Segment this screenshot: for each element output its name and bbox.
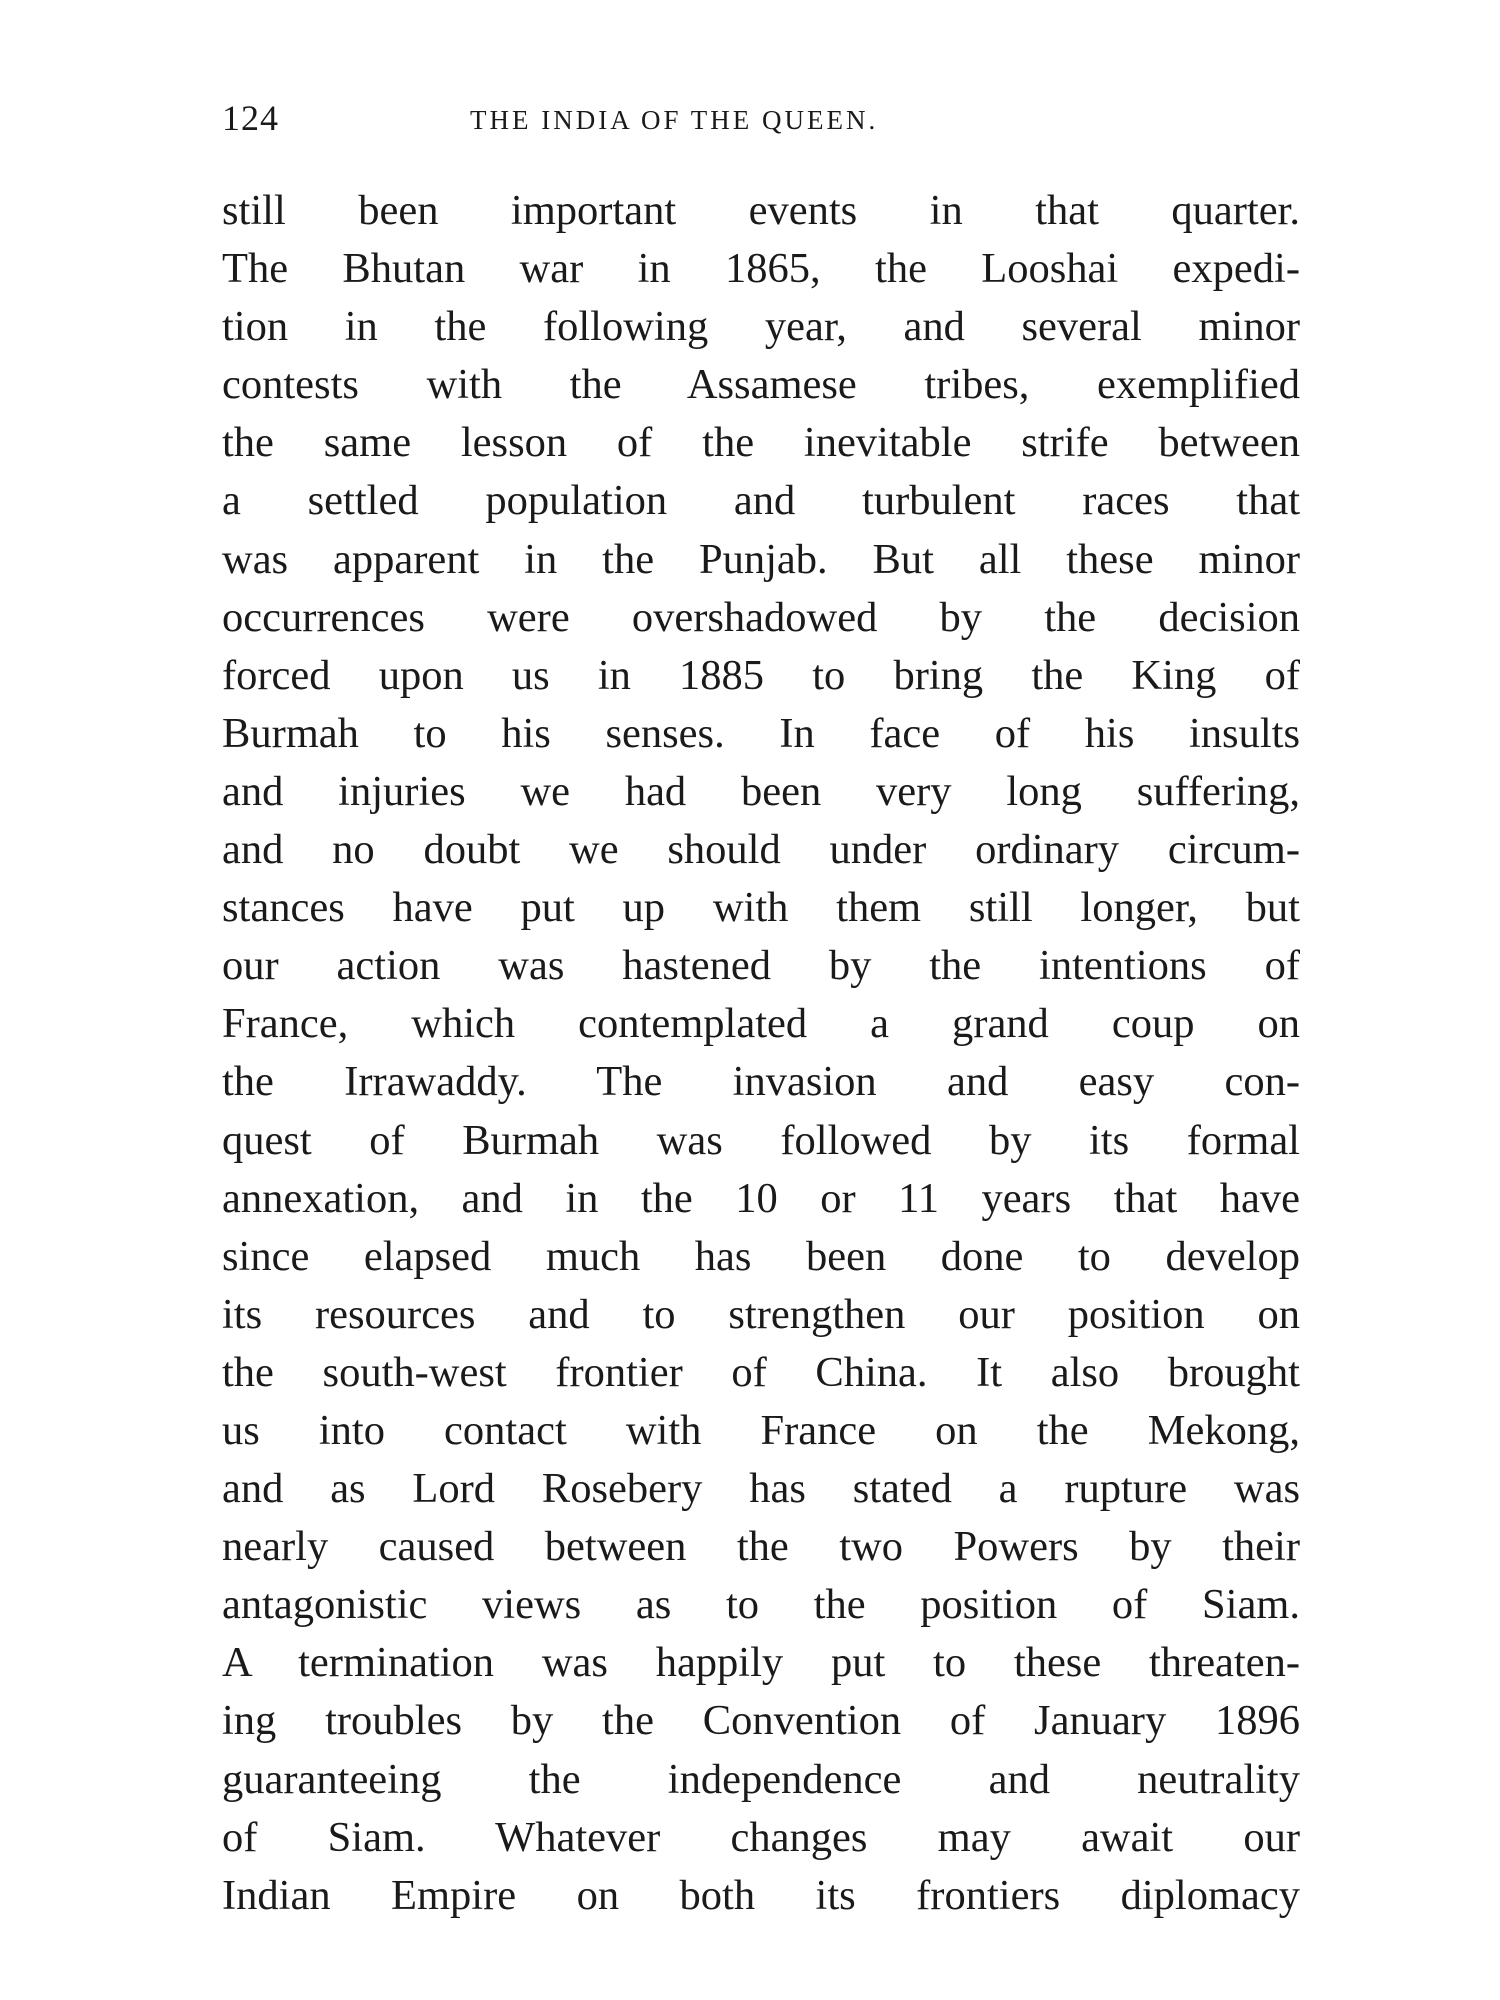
text-line: annexation, and in the 10 or 11 years that have: [222, 1174, 1300, 1222]
text-line: and injuries we had been very long suffering,: [222, 767, 1300, 815]
text-line: forced upon us in 1885 to bring the King of: [222, 651, 1300, 699]
text-line: stances have put up with them still longer, but: [222, 884, 1300, 932]
body-text: [222, 182, 1300, 1925]
text-line: guaranteeing the independence and neutrality: [222, 1755, 1300, 1803]
text-line: Burmah to his senses. In face of his insults: [222, 709, 1300, 757]
text-line: a settled population and turbulent races that: [222, 477, 1300, 525]
text-line: ing troubles by the Convention of January 1896: [222, 1697, 1300, 1745]
text-line: the south-west frontier of China. It also brought: [222, 1348, 1300, 1396]
text-line: nearly caused between the two Powers by their: [222, 1523, 1300, 1571]
text-line: occurrences were overshadowed by the decision: [222, 593, 1300, 641]
text-line: contests with the Assamese tribes, exemplified: [222, 361, 1300, 409]
text-line: A termination was happily put to these threaten-: [222, 1639, 1300, 1687]
running-head: [222, 96, 1300, 140]
text-line: and no doubt we should under ordinary circum-: [222, 826, 1300, 874]
running-title: THE INDIA OF THE QUEEN.: [470, 105, 879, 135]
text-line: Indian Empire on both its frontiers diplomacy: [222, 1871, 1300, 1919]
text-line: antagonistic views as to the position of Siam.: [222, 1581, 1300, 1629]
text-line: of Siam. Whatever changes may await our: [222, 1813, 1300, 1861]
text-line: since elapsed much has been done to develop: [222, 1232, 1300, 1280]
text-line: still been important events in that quarter.: [222, 187, 1300, 234]
text-line: us into contact with France on the Mekong,: [222, 1406, 1300, 1454]
text-line: tion in the following year, and several minor: [222, 303, 1300, 351]
text-line: The Bhutan war in 1865, the Looshai expedi-: [222, 245, 1300, 293]
text-line: our action was hastened by the intentions of: [222, 942, 1300, 990]
text-line: and as Lord Rosebery has stated a rupture was: [222, 1465, 1300, 1513]
text-line: its resources and to strengthen our position on: [222, 1290, 1300, 1338]
text-line: quest of Burmah was followed by its formal: [222, 1116, 1300, 1164]
text-line: the Irrawaddy. The invasion and easy con-: [222, 1058, 1300, 1106]
text-line: France, which contemplated a grand coup on: [222, 1000, 1300, 1048]
text-line: was apparent in the Punjab. But all these minor: [222, 535, 1300, 583]
text-line: the same lesson of the inevitable strife between: [222, 419, 1300, 467]
page-number: 124: [222, 98, 279, 138]
